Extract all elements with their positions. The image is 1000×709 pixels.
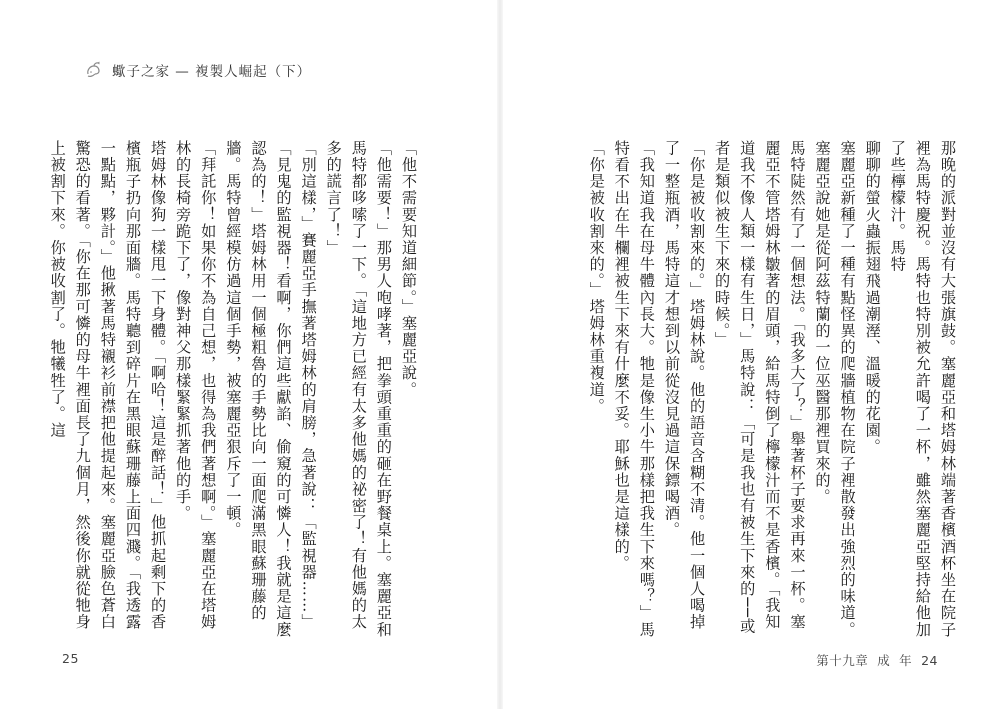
paragraph: 馬特陡然有了一個想法。「我多大了？」舉著杯子要求再來一杯。塞麗亞不管塔姆林皺著的眉頭，給馬特倒了檸檬汁而不是香檳。「我知道我不像人類一樣有生日，」馬特說：「可是我也有被生下來的──或者是類似被生下來的時候。」	[713, 140, 807, 635]
paragraph: 「見鬼的監視器！看啊，你們這些獻諂、偷窺的可憐人！我就是這麼認為的！」塔姆林用一個極粗魯的手勢比向一面爬滿黑眼蘇珊藤的牆。馬特曾經模仿過這個手勢，被塞麗亞狠斥了一頓。	[224, 140, 293, 638]
paragraph: 「他需要！」那男人咆哮著，把拳頭重重的砸在野餐桌上。塞麗亞和馬特都哆嗦了一下。「這地方已經有太多他媽的祕密了！有他媽的太多的謊言了！」	[324, 140, 393, 638]
paragraph: 塞麗亞新種了一種有點怪異的爬牆植物在院子裡散發出強烈的味道。塞麗亞說她是從阿茲特蘭的一位巫醫那裡買來的。	[813, 140, 857, 638]
paragraph: 聊聊的螢火蟲振翅飛過潮溼、溫暖的花園。	[863, 140, 882, 456]
paragraph: 那晚的派對並沒有大張旗鼓。塞麗亞和塔姆林端著香檳酒杯坐在院子裡為馬特慶祝。馬特也特別被允許喝了一杯，雖然塞麗亞堅持給他加了些檸檬汁。馬特	[888, 140, 957, 638]
left-page	[0, 0, 497, 709]
right-page-text	[584, 140, 960, 640]
running-head	[84, 60, 311, 80]
paragraph: 「他不需要知道細節。」塞麗亞說。	[400, 140, 418, 398]
paragraph: 「你是被收割來的。」塔姆林重複道。	[587, 140, 606, 415]
paragraph: 「我知道我在母牛體內長大。牠是像生小牛那樣把我生下來嗎？」馬特看不出在牛欄裡被生下來有什麼不妥。耶穌也是這樣的。	[612, 140, 656, 638]
book-title: 蠍子之家 — 複製人崛起（下）	[112, 64, 312, 80]
paragraph: 「別這樣，」賽麗亞手撫著塔姆林的肩膀，急著說：「監視器……」	[299, 140, 318, 631]
paragraph: 「你是被收割來的。」塔姆林說。他的語音含糊不清。他一個人喝掉了一整瓶酒，馬特這才想到以前從沒見過這保鏢喝酒。	[662, 140, 707, 631]
scorpion-logo-icon	[84, 60, 104, 80]
paragraph: 「拜託你！如果你不為自己想，也得為我們著想啊。」塞麗亞在塔姆林的長椅旁跪下了，像對神父那樣緊緊抓著他的手。	[174, 140, 218, 631]
chapter-folio-right: 第十九章 成 年 24	[816, 653, 938, 668]
right-page	[503, 0, 1000, 709]
left-page-text	[45, 140, 421, 640]
page-number-left: 25	[62, 651, 79, 666]
paragraph: 塔姆林像狗一樣甩一下身體。「啊哈！這是醉話！」他抓起剩下的香檳瓶子扔向那面牆。馬特聽到碎片在黑眼蘇珊藤上面四濺。「我透露一點點，夥計。」他揪著馬特襯衫前襟把他提起來。塞麗亞臉色蒼白驚恐的看著。「你在那可憐的母牛裡面長了九個月，然後你就從牠身上被割下來。你被收割了。牠犧牲了。這	[48, 140, 168, 631]
